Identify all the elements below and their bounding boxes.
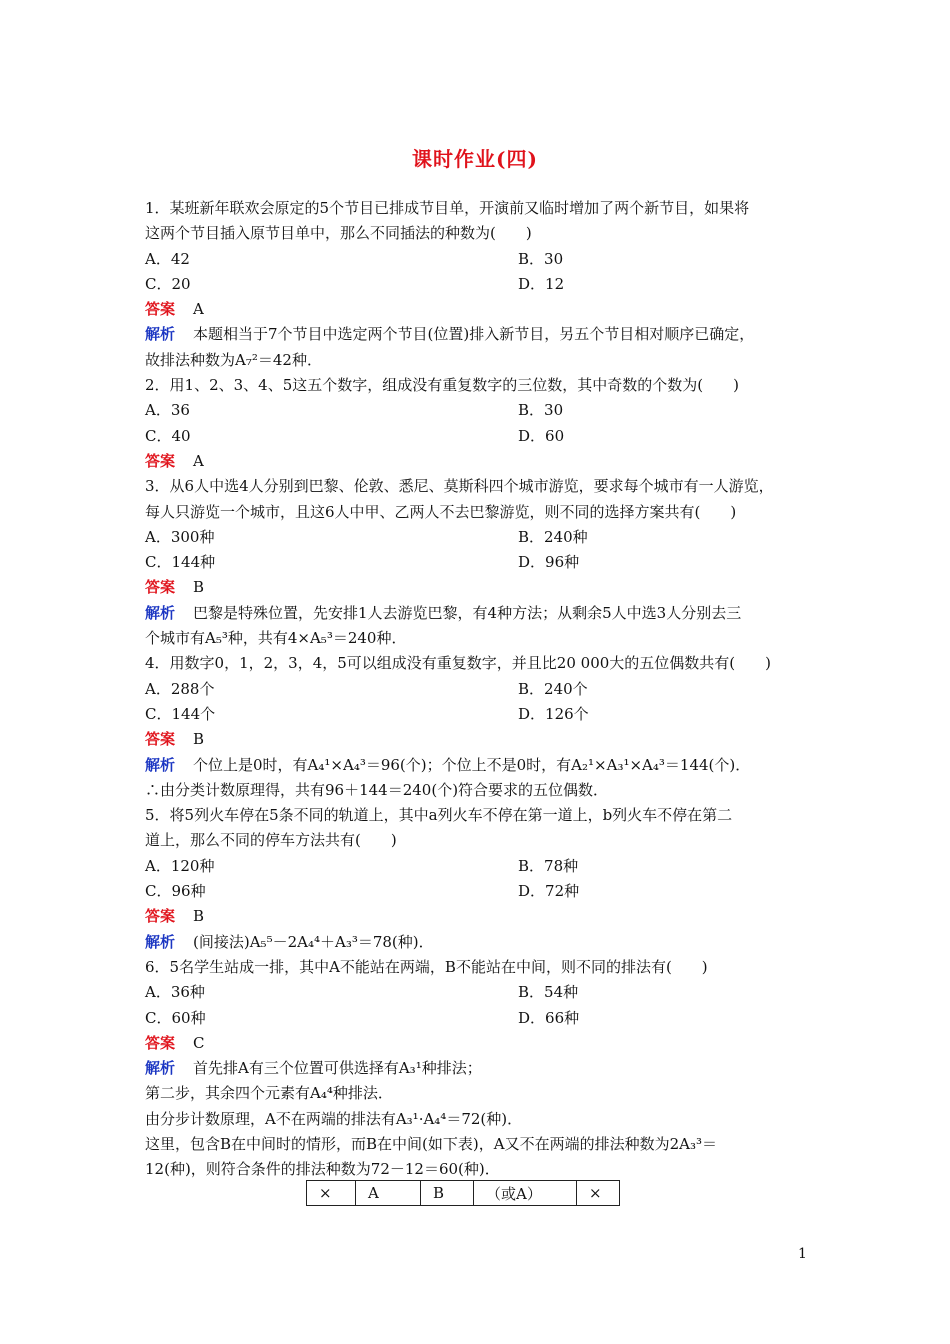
question-6	[145, 955, 815, 1183]
analysis-text: (间接法)A₅⁵－2A₄⁴＋A₃³＝78(种)．	[193, 932, 434, 951]
option-c: C．20	[145, 274, 191, 293]
question-3	[145, 474, 815, 651]
option-row	[145, 677, 815, 702]
option-c: C．96种	[145, 882, 206, 901]
answer-line	[145, 727, 815, 752]
question-4	[145, 651, 815, 803]
answer-value: C	[193, 1033, 205, 1052]
analysis-text: 这里，包含B在中间时的情形，而B在中间(如下表)，A又不在两端的排法种数为2A₃³＝	[145, 1134, 717, 1153]
analysis-text: 第二步，其余四个元素有A₄⁴种排法．	[145, 1084, 393, 1103]
question-stem-line: 2．用1、2、3、4、5这五个数字，组成没有重复数字的三位数，其中奇数的个数为( )	[145, 376, 739, 395]
option-b: B．30	[518, 401, 564, 420]
analysis-label: 解析	[145, 1059, 176, 1078]
question-stem-line: 这两个节目插入原节目单中，那么不同插法的种数为( )	[145, 224, 532, 243]
table-cell: ×	[577, 1181, 620, 1206]
question-2	[145, 373, 815, 474]
analysis-line	[145, 601, 815, 626]
analysis-text: 首先排A有三个位置可供选择有A₃¹种排法；	[193, 1059, 482, 1078]
option-row	[145, 398, 815, 423]
answer-value: B	[193, 730, 205, 749]
answer-value: B	[193, 907, 205, 926]
table-cell: （或A）	[474, 1181, 577, 1206]
option-a: A．36种	[145, 983, 205, 1002]
analysis-text: 巴黎是特殊位置，先安排1人去游览巴黎，有4种方法；从剩余5人中选3人分别去三	[193, 603, 742, 622]
table-cell: B	[421, 1181, 474, 1206]
option-d: D．12	[518, 274, 565, 293]
option-a: A．42	[145, 249, 190, 268]
analysis-label: 解析	[145, 932, 176, 951]
analysis-text: 故排法种数为A₇²＝42种．	[145, 350, 322, 369]
table-cell: A	[356, 1181, 421, 1206]
answer-label: 答案	[145, 730, 176, 749]
answer-label: 答案	[145, 907, 176, 926]
question-stem-line: 3．从6人中选4人分别到巴黎、伦敦、悉尼、莫斯科四个城市游览，要求每个城市有一人游览，	[145, 477, 774, 496]
analysis-line	[145, 930, 815, 955]
answer-value: A	[193, 300, 204, 319]
answer-value: B	[193, 578, 205, 597]
analysis-label: 解析	[145, 755, 176, 774]
option-c: C．144种	[145, 553, 216, 572]
answer-label: 答案	[145, 578, 176, 597]
option-a: A．120种	[145, 856, 215, 875]
option-b: B．240种	[518, 527, 588, 546]
answer-line	[145, 449, 815, 474]
page-title: 课时作业(四)	[412, 147, 538, 171]
option-row	[145, 879, 815, 904]
option-a: A．288个	[145, 679, 215, 698]
analysis-text: 12(种)，则符合条件的排法种数为72－12＝60(种)．	[145, 1160, 500, 1179]
question-list	[145, 196, 815, 1183]
answer-line	[145, 904, 815, 929]
option-row	[145, 424, 815, 449]
answer-line	[145, 297, 815, 322]
option-c: C．60种	[145, 1008, 206, 1027]
option-d: D．72种	[518, 882, 580, 901]
analysis-text: 个城市有A₅³种，共有4×A₅³＝240种．	[145, 629, 407, 648]
option-c: C．40	[145, 426, 191, 445]
option-row	[145, 702, 815, 727]
table-cell: ×	[307, 1181, 356, 1206]
question-stem-line: 道上，那么不同的停车方法共有( )	[145, 831, 397, 850]
option-row	[145, 1006, 815, 1031]
option-row	[145, 525, 815, 550]
answer-label: 答案	[145, 451, 176, 470]
option-row	[145, 272, 815, 297]
option-a: A．300种	[145, 527, 215, 546]
option-row	[145, 550, 815, 575]
option-d: D．126个	[518, 704, 589, 723]
option-b: B．240个	[518, 679, 588, 698]
answer-label: 答案	[145, 1033, 176, 1052]
analysis-text: 个位上是0时，有A₄¹×A₄³＝96(个)；个位上不是0时，有A₂¹×A₃¹×A₄³＝144(个)．	[193, 755, 751, 774]
arrangement-table	[306, 1180, 620, 1206]
option-d: D．66种	[518, 1008, 580, 1027]
option-row	[145, 980, 815, 1005]
analysis-text: 本题相当于7个节目中选定两个节目(位置)排入新节目，另五个节目相对顺序已确定，	[193, 325, 755, 344]
question-stem-line: 4．用数字0，1，2，3，4，5可以组成没有重复数字，并且比20 000大的五位偶数共有( )	[145, 654, 771, 673]
page-number: 1	[798, 1246, 807, 1262]
answer-value: A	[193, 451, 204, 470]
analysis-text: 由分步计数原理，A不在两端的排法有A₃¹·A₄⁴＝72(种)．	[145, 1109, 523, 1128]
answer-line	[145, 1031, 815, 1056]
question-1	[145, 196, 815, 373]
analysis-line	[145, 753, 815, 778]
question-stem-line: 5．将5列火车停在5条不同的轨道上，其中a列火车不停在第一道上，b列火车不停在第二	[145, 806, 733, 825]
table-row	[307, 1181, 620, 1206]
question-stem-line: 每人只游览一个城市，且这6人中甲、乙两人不去巴黎游览，则不同的选择方案共有( )	[145, 502, 737, 521]
analysis-label: 解析	[145, 603, 176, 622]
analysis-line	[145, 322, 815, 347]
analysis-text: ∴由分类计数原理得，共有96＋144＝240(个)符合要求的五位偶数．	[145, 780, 609, 799]
question-5	[145, 803, 815, 955]
option-b: B．30	[518, 249, 564, 268]
question-stem-line: 6．5名学生站成一排，其中A不能站在两端，B不能站在中间，则不同的排法有( )	[145, 957, 708, 976]
answer-label: 答案	[145, 300, 176, 319]
option-d: D．60	[518, 426, 565, 445]
question-stem-line: 1．某班新年联欢会原定的5个节目已排成节目单，开演前又临时增加了两个新节目，如果将	[145, 199, 750, 217]
analysis-line	[145, 1056, 815, 1081]
option-row	[145, 854, 815, 879]
answer-line	[145, 575, 815, 600]
analysis-label: 解析	[145, 325, 176, 344]
option-b: B．54种	[518, 983, 579, 1002]
option-c: C．144个	[145, 704, 216, 723]
option-a: A．36	[145, 401, 190, 420]
option-b: B．78种	[518, 856, 579, 875]
option-d: D．96种	[518, 553, 580, 572]
option-row	[145, 247, 815, 272]
